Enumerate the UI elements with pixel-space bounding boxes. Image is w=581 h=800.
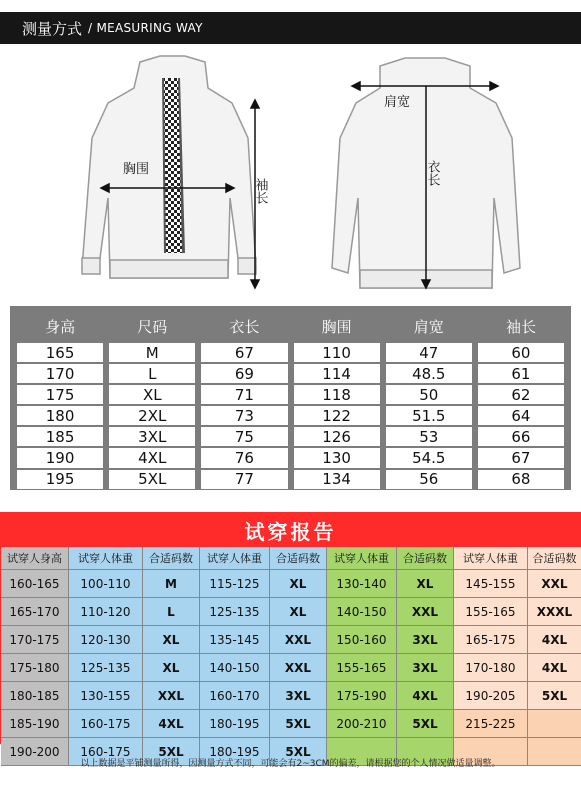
report-cell: XXL (528, 570, 581, 598)
size-cell: 69 (201, 364, 287, 383)
report-cell: 145-155 (454, 570, 528, 598)
report-cell: 175-180 (1, 654, 69, 682)
size-cell: 110 (294, 343, 380, 362)
size-cell: 126 (294, 427, 380, 446)
report-cell: 125-135 (200, 598, 270, 626)
report-cell: 115-125 (200, 570, 270, 598)
report-cell: 3XL (270, 682, 327, 710)
size-cell: 195 (17, 470, 103, 489)
table-row (14, 469, 567, 490)
size-cell: 118 (294, 385, 380, 404)
size-cell: 73 (201, 406, 287, 425)
report-title: 试穿报告 (1, 513, 580, 547)
size-cell: 76 (201, 448, 287, 467)
report-cell: L (143, 598, 200, 626)
size-cell: 62 (478, 385, 564, 404)
report-cell: 160-175 (69, 738, 143, 766)
fitting-report (0, 512, 581, 759)
report-cell: 190-200 (1, 738, 69, 766)
report-cell: 170-180 (454, 654, 528, 682)
report-grid (1, 547, 580, 766)
size-cell: 170 (17, 364, 103, 383)
report-cell: 5XL (143, 738, 200, 766)
report-cell: 160-165 (1, 570, 69, 598)
table-row (14, 426, 567, 447)
table-row (14, 405, 567, 426)
size-chart-header (14, 310, 567, 342)
size-chart-body (14, 342, 567, 490)
size-cell: 165 (17, 343, 103, 362)
size-cell: 68 (478, 470, 564, 489)
report-col-header: 合适码数 (270, 547, 327, 570)
report-cell: 155-165 (454, 598, 528, 626)
report-cell: 165-170 (1, 598, 69, 626)
shoulder-label: 肩宽 (384, 95, 411, 110)
report-cell: 215-225 (454, 710, 528, 738)
size-cell: XL (109, 385, 195, 404)
size-cell: 130 (294, 448, 380, 467)
report-cell: XL (270, 570, 327, 598)
report-cell: 200-210 (327, 710, 397, 738)
size-cell: 5XL (109, 470, 195, 489)
size-col-header: 衣长 (229, 317, 260, 336)
size-cell: 134 (294, 470, 380, 489)
size-cell: 114 (294, 364, 380, 383)
size-chart-table (10, 306, 571, 490)
report-cell: 120-130 (69, 626, 143, 654)
report-col-header: 试穿人体重 (454, 547, 528, 570)
report-cell: 4XL (143, 710, 200, 738)
size-cell: 56 (386, 470, 472, 489)
report-cell: XXL (270, 626, 327, 654)
report-cell: 160-175 (69, 710, 143, 738)
size-cell: 50 (386, 385, 472, 404)
size-col-header: 肩宽 (413, 317, 444, 336)
size-cell: 185 (17, 427, 103, 446)
report-cell: 140-150 (327, 598, 397, 626)
table-row (14, 447, 567, 468)
report-cell: 4XL (528, 654, 581, 682)
size-cell: 77 (201, 470, 287, 489)
chest-label: 胸围 (123, 162, 150, 177)
report-cell: 3XL (397, 654, 454, 682)
size-cell: M (109, 343, 195, 362)
size-cell: 122 (294, 406, 380, 425)
report-cell: 140-150 (200, 654, 270, 682)
size-cell: 48.5 (386, 364, 472, 383)
report-cell: 5XL (270, 738, 327, 766)
report-cell: 155-165 (327, 654, 397, 682)
report-cell: XXL (143, 682, 200, 710)
report-cell (528, 710, 581, 738)
report-cell: 100-110 (69, 570, 143, 598)
report-col-header: 试穿人体重 (69, 547, 143, 570)
size-cell: 3XL (109, 427, 195, 446)
report-cell: M (143, 570, 200, 598)
size-col-header: 身高 (45, 317, 76, 336)
report-cell: 180-185 (1, 682, 69, 710)
report-cell: 110-120 (69, 598, 143, 626)
size-cell: 54.5 (386, 448, 472, 467)
size-cell: 51.5 (386, 406, 472, 425)
size-cell: 175 (17, 385, 103, 404)
size-col-header: 胸围 (321, 317, 352, 336)
report-cell: XL (270, 598, 327, 626)
report-cell: 150-160 (327, 626, 397, 654)
size-cell: 190 (17, 448, 103, 467)
report-cell: 135-145 (200, 626, 270, 654)
sleeve-label: 袖长 (252, 178, 268, 204)
header-title: 测量方式 (22, 19, 83, 38)
report-cell: 160-170 (200, 682, 270, 710)
size-cell: L (109, 364, 195, 383)
report-cell: 190-205 (454, 682, 528, 710)
size-col-header: 尺码 (137, 317, 168, 336)
size-cell: 47 (386, 343, 472, 362)
size-cell: 75 (201, 427, 287, 446)
report-cell: XXXL (528, 598, 581, 626)
report-cell: XL (397, 570, 454, 598)
report-cell: 165-175 (454, 626, 528, 654)
report-cell: 175-190 (327, 682, 397, 710)
report-cell: XXL (270, 654, 327, 682)
size-cell: 53 (386, 427, 472, 446)
table-row (14, 384, 567, 405)
size-cell: 2XL (109, 406, 195, 425)
size-cell: 61 (478, 364, 564, 383)
report-cell: XL (143, 626, 200, 654)
report-cell: 185-190 (1, 710, 69, 738)
header-bar (0, 12, 581, 44)
size-cell: 71 (201, 385, 287, 404)
report-col-header: 试穿人身高 (1, 547, 69, 570)
table-row (14, 363, 567, 384)
jacket-illustrations (0, 48, 581, 298)
report-cell: 170-175 (1, 626, 69, 654)
size-cell: 64 (478, 406, 564, 425)
report-col-header: 合适码数 (143, 547, 200, 570)
size-cell: 4XL (109, 448, 195, 467)
report-col-header: 试穿人体重 (200, 547, 270, 570)
report-cell: 5XL (528, 682, 581, 710)
report-cell: 125-135 (69, 654, 143, 682)
report-cell: 130-155 (69, 682, 143, 710)
size-cell: 66 (478, 427, 564, 446)
report-col-header: 合适码数 (397, 547, 454, 570)
length-label: 衣长 (424, 160, 440, 186)
report-col-header: 合适码数 (528, 547, 581, 570)
report-cell: 4XL (528, 626, 581, 654)
report-cell: 5XL (397, 710, 454, 738)
report-cell: 3XL (397, 626, 454, 654)
header-subtitle: / MEASURING WAY (88, 21, 203, 35)
table-row (14, 342, 567, 363)
report-cell: 180-195 (200, 710, 270, 738)
report-cell: XXL (397, 598, 454, 626)
report-cell: 5XL (270, 710, 327, 738)
report-cell: 4XL (397, 682, 454, 710)
report-cell: 180-195 (200, 738, 270, 766)
report-cell: XL (143, 654, 200, 682)
size-cell: 67 (201, 343, 287, 362)
size-cell: 67 (478, 448, 564, 467)
report-col-header: 试穿人体重 (327, 547, 397, 570)
report-cell: 130-140 (327, 570, 397, 598)
size-cell: 60 (478, 343, 564, 362)
size-col-header: 袖长 (505, 317, 536, 336)
size-cell: 180 (17, 406, 103, 425)
footer-note: 以上数据是平铺测量所得，因测量方式不同，可能会有2~3CM的偏差，请根据您的个人情况做适量调整。 (80, 759, 501, 769)
